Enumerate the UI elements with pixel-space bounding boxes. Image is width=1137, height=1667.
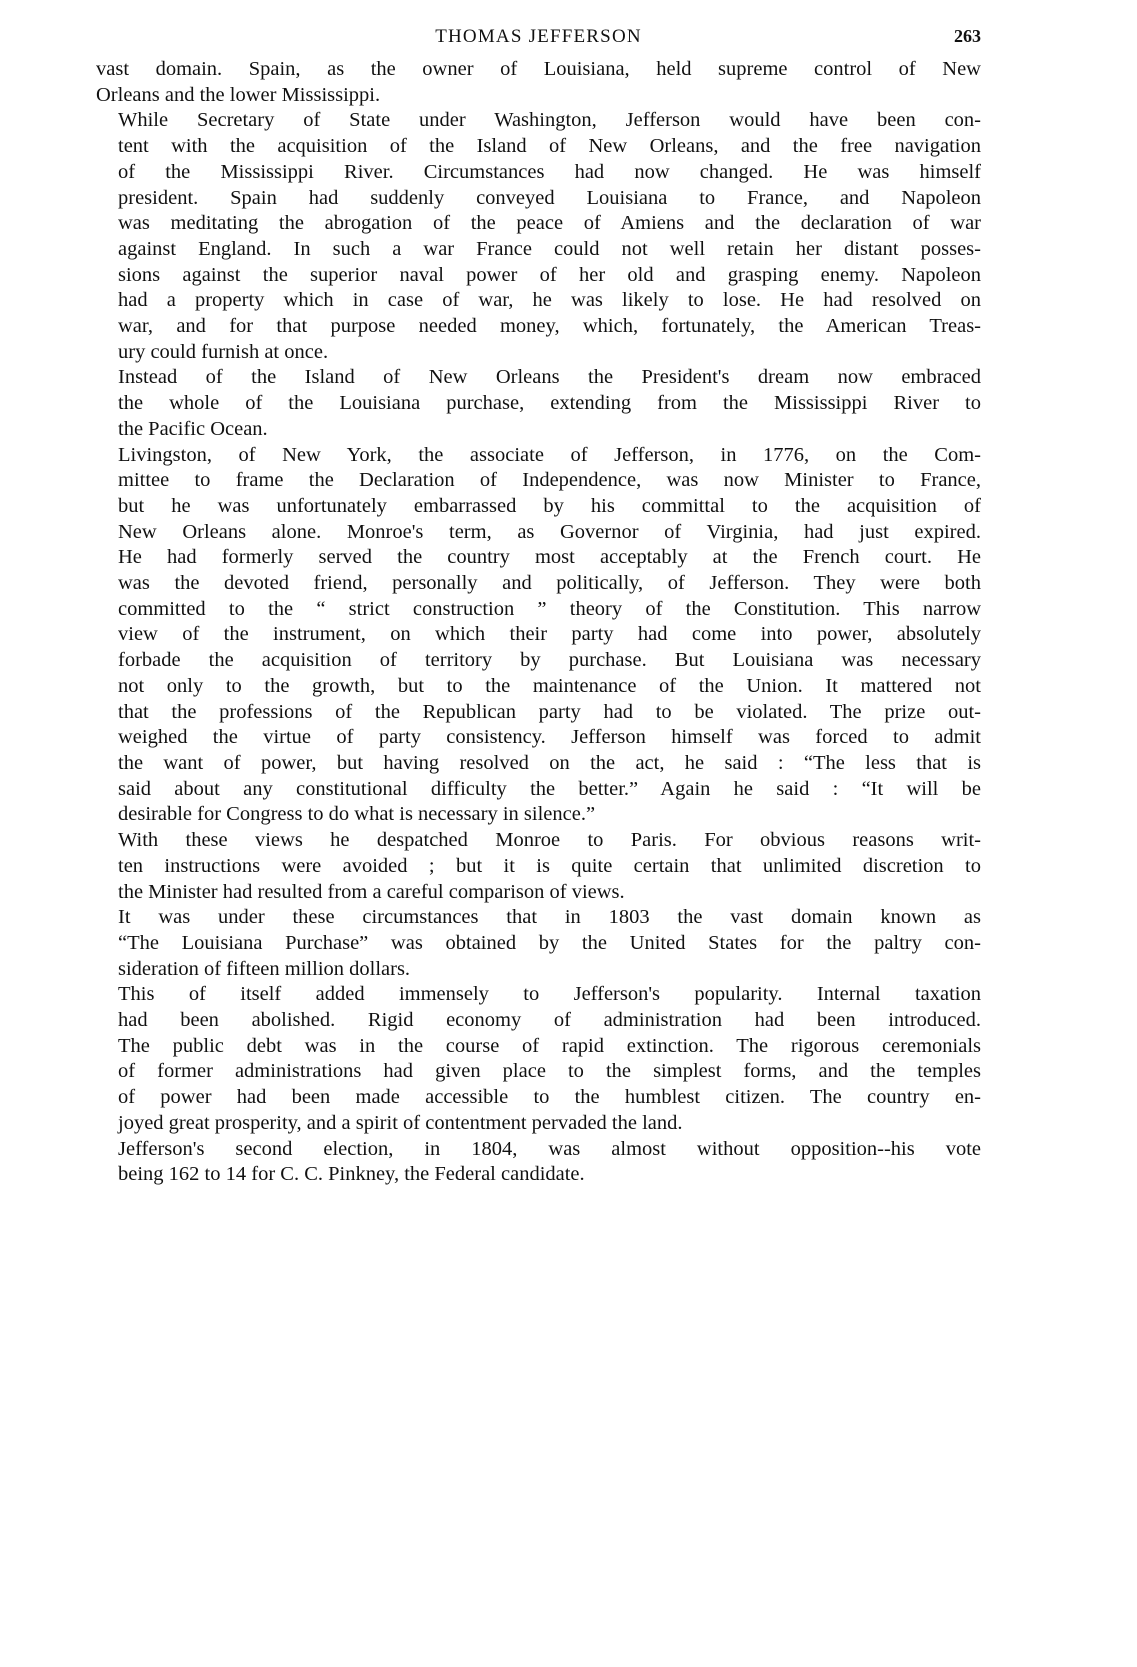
running-head	[96, 24, 981, 52]
text-line: the want of power, but having resolved on the act, he said : “The less that is	[118, 751, 981, 774]
text-line: was meditating the abrogation of the peace of Amiens and the declaration of war	[118, 212, 981, 235]
text-line: This of itself added immensely to Jefferson's popularity. Internal taxation	[118, 983, 981, 1006]
text-line: joyed great prosperity, and a spirit of contentment pervaded the land.	[118, 1111, 683, 1134]
paragraph	[96, 365, 981, 442]
text-line: view of the instrument, on which their party had come into power, absolutely	[118, 623, 981, 646]
text-line: was the devoted friend, personally and politically, of Jefferson. They were both	[118, 572, 981, 595]
paragraph	[96, 57, 981, 108]
paragraph	[96, 828, 981, 905]
text-line: Livingston, of New York, the associate of Jefferson, in 1776, on the Com-	[118, 443, 981, 466]
text-line: had been abolished. Rigid economy of administration had been introduced.	[118, 1009, 981, 1032]
body-text	[96, 57, 981, 1188]
text-line: being 162 to 14 for C. C. Pinkney, the Federal candidate.	[118, 1163, 585, 1186]
text-line: not only to the growth, but to the maintenance of the Union. It mattered not	[118, 674, 981, 697]
text-line: sions against the superior naval power of her old and grasping enemy. Napoleon	[118, 263, 981, 286]
page-number: 263	[954, 26, 981, 46]
text-line: It was under these circumstances that in 1803 the vast domain known as	[118, 906, 981, 929]
text-line: that the professions of the Republican party had to be violated. The prize out-	[118, 700, 981, 723]
text-line: mittee to frame the Declaration of Independence, was now Minister to France,	[118, 469, 981, 492]
text-line: While Secretary of State under Washington, Jefferson would have been con-	[118, 109, 981, 132]
running-title: THOMAS JEFFERSON	[435, 26, 642, 47]
text-line: president. Spain had suddenly conveyed Louisiana to France, and Napoleon	[118, 186, 981, 209]
text-line: He had formerly served the country most acceptably at the French court. He	[118, 546, 981, 569]
text-line: committed to the “ strict construction ” theory of the Constitution. This narrow	[118, 597, 981, 620]
text-line: against England. In such a war France could not well retain her distant posses-	[118, 237, 981, 260]
text-line: ten instructions were avoided ; but it is quite certain that unlimited discretion to	[118, 854, 981, 877]
text-line: the Minister had resulted from a careful comparison of views.	[118, 880, 625, 903]
text-line: Instead of the Island of New Orleans the President's dream now embraced	[118, 366, 981, 389]
text-line: war, and for that purpose needed money, which, fortunately, the American Treas-	[118, 315, 981, 338]
text-line: sideration of fifteen million dollars.	[118, 957, 411, 980]
text-line: the whole of the Louisiana purchase, extending from the Mississippi River to	[118, 392, 981, 415]
text-line: vast domain. Spain, as the owner of Louisiana, held supreme control of New	[96, 58, 981, 80]
text-line: forbade the acquisition of territory by purchase. But Louisiana was necessary	[118, 649, 981, 672]
paragraph	[96, 905, 981, 982]
text-line: weighed the virtue of party consistency. Jefferson himself was forced to admit	[118, 726, 981, 749]
text-line: Jefferson's second election, in 1804, was almost without opposition--his vote	[118, 1137, 981, 1160]
text-line: of the Mississippi River. Circumstances had now changed. He was himself	[118, 160, 981, 183]
text-line: of former administrations had given place to the simplest forms, and the temples	[118, 1060, 981, 1083]
text-line: tent with the acquisition of the Island of New Orleans, and the free navigation	[118, 135, 981, 158]
text-line: The public debt was in the course of rapid extinction. The rigorous ceremonials	[118, 1034, 981, 1057]
text-line: desirable for Congress to do what is necessary in silence.”	[118, 803, 596, 826]
paragraph	[96, 443, 981, 829]
paragraph	[96, 108, 981, 365]
text-line: but he was unfortunately embarrassed by his committal to the acquisition of	[118, 494, 981, 517]
paragraph	[96, 1137, 981, 1188]
text-line: With these views he despatched Monroe to Paris. For obvious reasons writ-	[118, 829, 981, 852]
text-line: Orleans and the lower Mississippi.	[96, 83, 381, 106]
text-line: New Orleans alone. Monroe's term, as Governor of Virginia, had just expired.	[118, 520, 981, 543]
text-line: ury could furnish at once.	[118, 340, 329, 363]
paragraph	[96, 982, 981, 1136]
text-line: had a property which in case of war, he was likely to lose. He had resolved on	[118, 289, 981, 312]
text-line: “The Louisiana Purchase” was obtained by the United States for the paltry con-	[118, 931, 981, 954]
text-line: said about any constitutional difficulty the better.” Again he said : “It will be	[118, 777, 981, 800]
text-line: the Pacific Ocean.	[118, 417, 268, 440]
text-line: of power had been made accessible to the humblest citizen. The country en-	[118, 1086, 981, 1109]
